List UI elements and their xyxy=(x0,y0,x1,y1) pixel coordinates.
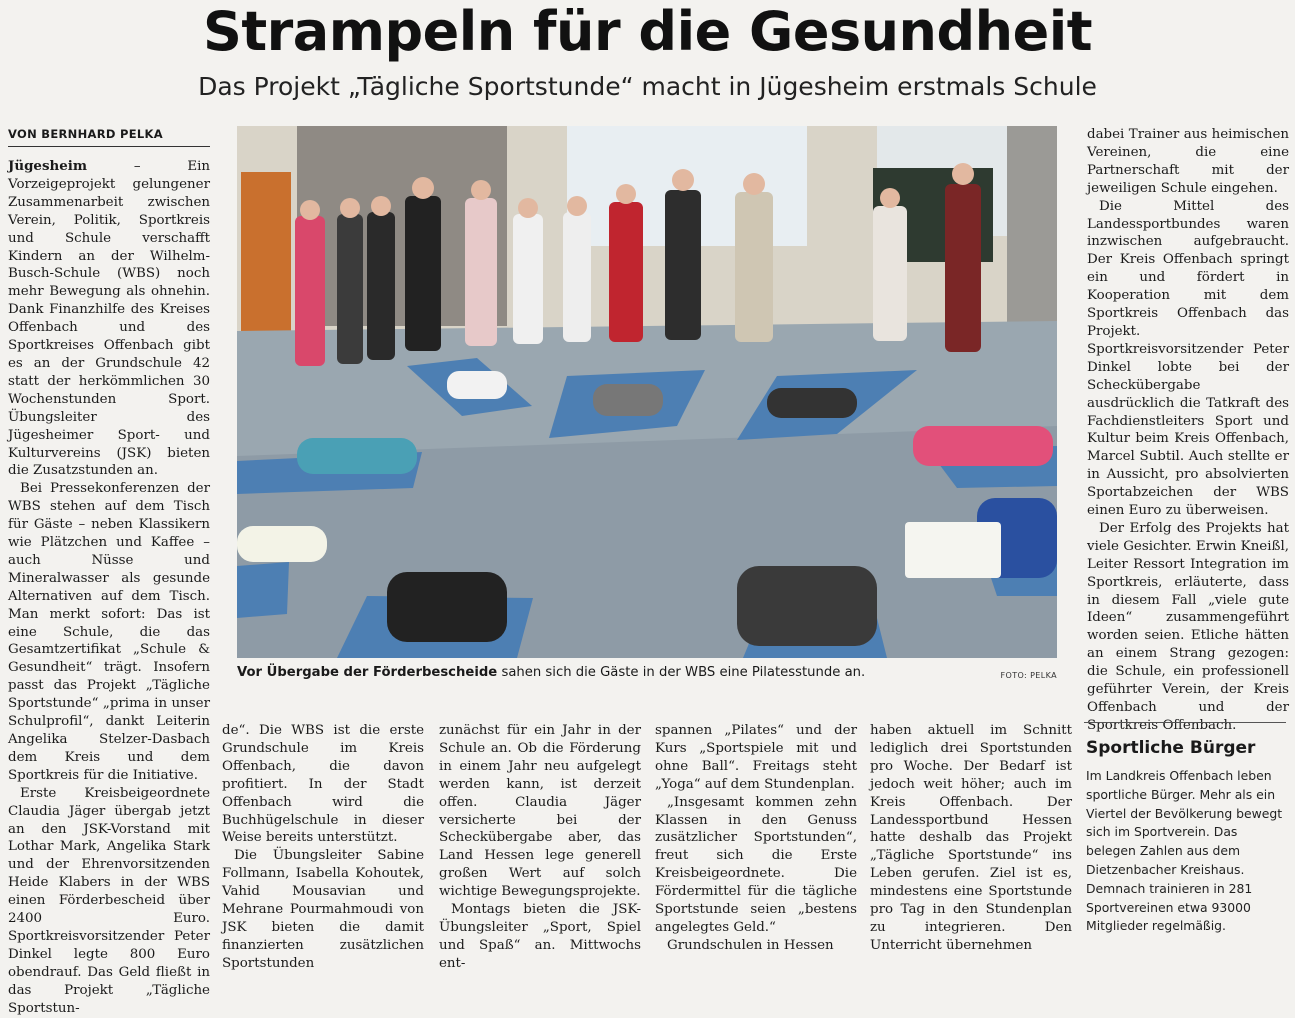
article-column-3 xyxy=(439,722,641,971)
paragraph: Der Erfolg des Projekts hat viele Gesichter. Erwin Kneißl, Leiter Ressort Integration im Sportkreis, erläuterte, dass in diesem Fall „viele gute Ideen“ zusammengeführt worden seien. Etliche hätten an einem Strang gezogen: die Schule, ein professionell geführter Verein, der Kreis Offenbach und der Sportkreis Offenbach. xyxy=(1087,520,1290,733)
paragraph xyxy=(8,158,210,480)
paragraph: de“. Die WBS ist die erste Grundschule im Kreis Offenbach, die davon profitiert. In der Stadt Offenbach wird die Buchhügelschule in dieser Weise bereits unterstützt. xyxy=(222,723,424,846)
paragraph: haben aktuell im Schnitt lediglich drei Sportstunden pro Woche. Der Bedarf ist jedoch weit höher; auch im Kreis Offenbach. Der Landessportbund Hessen hatte deshalb das Projekt „Tägliche Sportstunde“ ins Leben gerufen. Ziel ist es, mindestens eine Sportstunde pro Tag in den Stundenplan zu integrieren. Den Unterricht übernehmen xyxy=(870,723,1072,953)
subheadline: Das Projekt „Tägliche Sportstunde“ macht in Jügesheim erstmals Schule xyxy=(198,72,1097,101)
article-column-2 xyxy=(222,722,424,971)
sidebar-box xyxy=(1084,722,1286,934)
article-column-1 xyxy=(8,158,210,1016)
paragraph-text: – Ein Vorzeigeprojekt gelungener Zusammenarbeit zwischen Verein, Politik, Sportkreis und Schule verschafft Kindern an der Wilhelm-Busch-Schule (WBS) noch mehr Bewegung als ohnehin. Dank Finanzhilfe des Kreises Offenbach und des Sportkreises Offenbach gibt es an der Grundschule 42 statt der herkömmlichen 30 Wochenstunden Sport. Übungsleiter des Jügesheimer Sport- und Kulturvereins (JSK) bieten die Zusatzstunden an. xyxy=(8,159,210,479)
headline: Strampeln für die Gesundheit xyxy=(202,0,1093,63)
sidebar-title: Sportliche Bürger xyxy=(1086,738,1256,758)
article-column-4 xyxy=(655,722,857,953)
paragraph: Montags bieten die JSK-Übungsleiter „Sport, Spiel und Spaß“ an. Mittwochs ent- xyxy=(439,902,641,971)
paragraph: dabei Trainer aus heimischen Vereinen, die eine Partnerschaft mit der jeweiligen Schule eingehen. xyxy=(1087,127,1289,196)
caption-text: sahen sich die Gäste in der WBS eine Pilatesstunde an. xyxy=(497,665,866,680)
paragraph: Grundschulen in Hessen xyxy=(667,937,834,953)
paragraph: Die Übungsleiter Sabine Follmann, Isabella Kohoutek, Vahid Mousavian und Mehrane Pourmahmoudi von JSK bieten die damit finanzierten zusätzlichen Sportstunden xyxy=(222,848,424,971)
photo-credit: FOTO: PELKA xyxy=(1000,671,1057,680)
sidebar-text: Im Landkreis Offenbach leben sportliche Bürger. Mehr als ein Viertel der Bevölkerung bewegt sich im Sportverein. Das belegen Zahlen aus dem Dietzenbacher Kreishaus. Demnach trainieren in 281 Sportvereinen etwa 93000 Mitglieder regelmäßig. xyxy=(1086,768,1283,934)
article-column-5 xyxy=(870,722,1072,953)
photo-caption xyxy=(237,664,997,682)
paragraph: Die Mittel des Landessportbundes waren inzwischen aufgebraucht. Der Kreis Offenbach springt ein und fördert in Kooperation mit dem Sportkreis Offenbach das Projekt. Sportkreisvorsitzender Peter Dinkel lobte bei der Scheckübergabe ausdrücklich die Tatkraft des Fachdienstleiters Sport und Kultur beim Kreis Offenbach, Marcel Subtil. Auch stellte er in Aussicht, pro absolvierten Sportabzeichen der WBS einen Euro zu überweisen. xyxy=(1087,198,1289,519)
caption-bold: Vor Übergabe der Förderbescheide xyxy=(237,665,498,680)
paragraph: Bei Pressekonferenzen der WBS stehen auf dem Tisch für Gäste – neben Klassikern wie Plätzchen und Kaffee – auch Nüsse und Mineralwasser als gesunde Alternativen auf dem Tisch. Man merkt sofort: Das ist eine Schule, die das Gesamtzertifikat „Schule & Gesundheit“ trägt. Insofern passt das Projekt „Tägliche Sportstunde“ „prima in unser Schulprofil“, dankt Leiterin Angelika Stelzer-Dasbach dem Kreis und dem Sportkreis für die Initiative. xyxy=(8,481,210,783)
paragraph: zunächst für ein Jahr in der Schule an. Ob die Förderung in einem Jahr neu aufgelegt werden kann, ist derzeit offen. Claudia Jäger versicherte bei der Scheckübergabe aber, das Land Hessen lege generell großen Wert auf solch wichtige Bewegungsprojekte. xyxy=(439,723,641,900)
paragraph: spannen „Pilates“ und der Kurs „Sportspiele mit und ohne Ball“. Freitags steht „Yoga“ auf dem Stundenplan. xyxy=(655,723,857,792)
byline: VON BERNHARD PELKA xyxy=(8,126,210,147)
paragraph: Erste Kreisbeigeordnete Claudia Jäger übergab jetzt an den JSK-Vorstand mit Lothar Mark, Angelika Stark und der Ehrenvorsitzenden Heide Klabers in der WBS einen Förderbescheid über 2400 Euro. Sportkreisvorsitzender Peter Dinkel legte 800 Euro obendrauf. Das Geld fließt in das Projekt „Tägliche Sportstun- xyxy=(8,785,210,1016)
dateline: Jügesheim xyxy=(8,158,88,174)
pilates-class-photo xyxy=(237,126,1057,658)
article-photo xyxy=(237,126,1057,658)
paragraph: „Insgesamt kommen zehn Klassen in den Genuss zusätzlicher Sportstunden“, freut sich die Erste Kreisbeigeordnete. Die Fördermittel für die tägliche Sportstunde seien „bestens angelegtes Geld.“ xyxy=(655,794,857,935)
article-column-6 xyxy=(1087,126,1290,733)
